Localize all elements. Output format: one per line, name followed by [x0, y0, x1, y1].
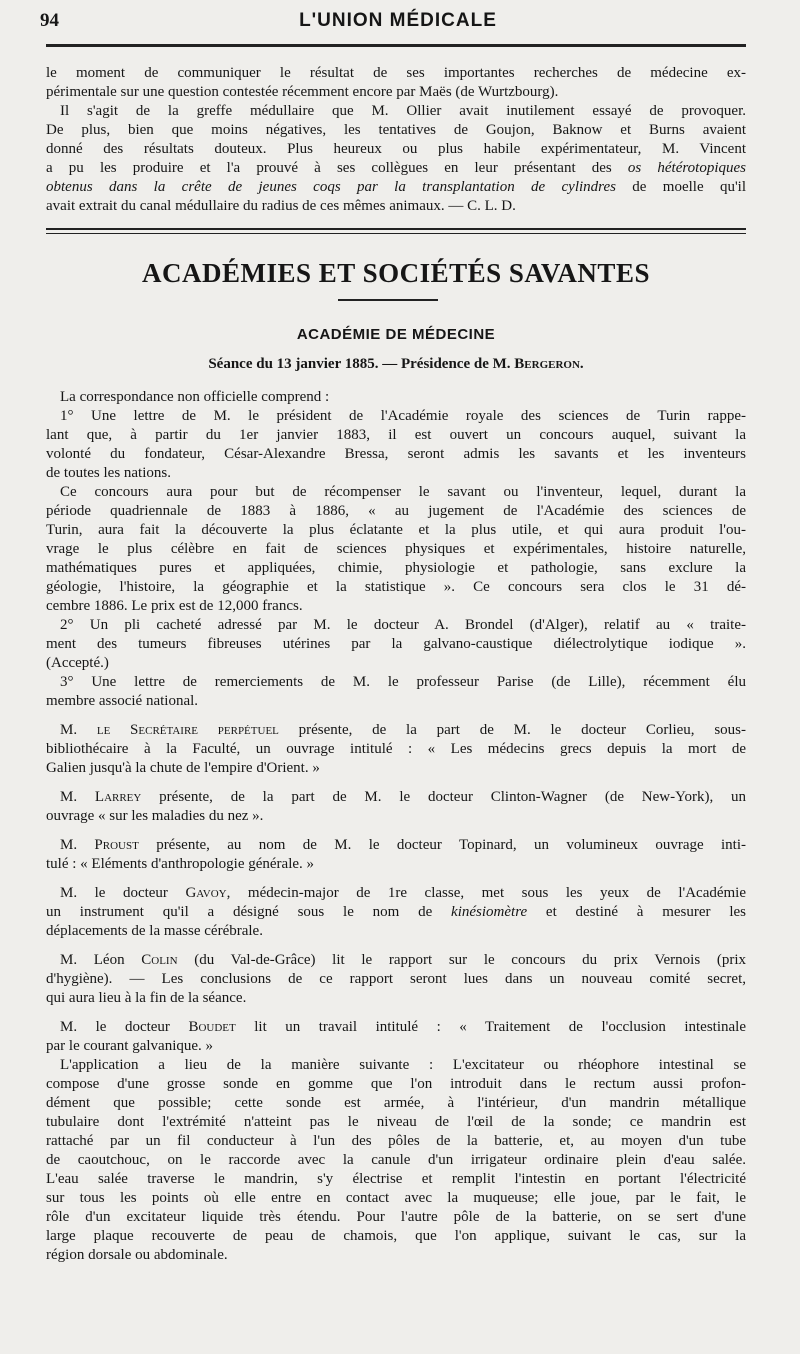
text-span: et destiné à mesurer les	[527, 904, 746, 920]
text-line: compose d'une grosse sonde en gomme que l'on introduit dans le rectum aussi profon-	[46, 1076, 746, 1092]
text-line: L'application a lieu de la manière suivante : L'excitateur ou rhéophore intestinal se	[60, 1057, 746, 1073]
text-line: mathématiques pures et appliquées, chimie, physiologie et pathologie, sans exclure la	[46, 560, 746, 576]
text-line: (Accepté.)	[46, 655, 109, 671]
text-span: a pu les produire et l'a prouvé à ses collègues en leur présentant des	[46, 160, 628, 176]
text-span: de moelle qu'il	[615, 179, 746, 195]
text-line: qui aura lieu à la fin de la séance.	[46, 990, 247, 1006]
text-line: de toutes les nations.	[46, 465, 171, 481]
text-line: bibliothécaire à la Faculté, un ouvrage intitulé : « Les médecins grecs depuis la mort de	[46, 741, 746, 757]
text-line: vrage le plus célèbre en fait de sciences physiques et expérimentales, histoire naturelle,	[46, 541, 746, 557]
text-line: Il s'agit de la greffe médullaire que M. Ollier avait inutilement essayé de provoquer.	[60, 103, 746, 119]
seance-end: .	[579, 356, 584, 372]
spacer	[46, 711, 746, 721]
text-line: géologie, l'histoire, la géographie et la statistique ». Ce concours sera clos le 31 dé-	[46, 579, 746, 595]
seance-text: Séance du 13 janvier 1885. — Présidence de M.	[208, 356, 515, 372]
text-line: membre associé national.	[46, 693, 199, 709]
session-body	[46, 388, 746, 1265]
text-line: Ce concours aura pour but de récompenser le savant ou l'inventeur, lequel, durant la	[60, 484, 746, 500]
text-span: M. le docteur	[60, 1019, 189, 1035]
text-line: Turin, aura fait la découverte la plus éclatante et la plus utile, et qui aura produit l'ou-	[46, 522, 746, 538]
speaker-name: M. Larrey	[60, 789, 142, 805]
journal-title: L'UNION MÉDICALE	[299, 10, 497, 31]
text-line: tulé : « Eléments d'anthropologie générale. »	[46, 856, 315, 872]
page-header	[40, 10, 756, 36]
title-underline	[338, 299, 438, 301]
text-line	[46, 159, 746, 178]
spacer	[46, 778, 746, 788]
text-span: , médecin-major de 1re classe, met sous les yeux de l'Académie	[226, 885, 746, 901]
text-line	[46, 836, 746, 855]
text-line: tubulaire dont l'extrémité n'atteint pas le niveau de l'œil de la sonde; ce mandrin est	[46, 1114, 746, 1130]
page-number: 94	[40, 10, 59, 31]
text-line	[46, 178, 746, 197]
text-line: 3° Une lettre de remerciements de M. le professeur Parise (de Lille), récemment élu	[60, 674, 746, 690]
speaker-name: M. le Secrétaire perpétuel	[60, 722, 279, 738]
text-line: de caoutchouc, on le raccorde avec la canule d'un irrigateur ordinaire plein d'eau salée.	[46, 1152, 746, 1168]
text-line: par le courant galvanique. »	[46, 1038, 214, 1054]
text-line: cembre 1886. Le prix est de 12,000 francs.	[46, 598, 303, 614]
text-line	[46, 788, 746, 807]
section-title: ACADÉMIES ET SOCIÉTÉS SAVANTES	[142, 258, 650, 288]
text-line: sur tous les points où elle entre en contact avec la muqueuse; elle joue, par le fait, le	[46, 1190, 746, 1206]
text-line	[46, 721, 746, 740]
italic-span: os hétérotopiques	[627, 160, 746, 176]
text-line: dément que possible; cette sonde est armée, à l'intérieur, d'un mandrin métallique	[46, 1095, 746, 1111]
text-span: (du Val-de-Grâce) lit le rapport sur le concours du prix Vernois (prix	[177, 952, 746, 968]
speaker-name: Boudet	[188, 1019, 236, 1035]
header-rule	[46, 44, 746, 47]
text-line	[46, 903, 746, 922]
speaker-name: M. Proust	[60, 837, 139, 853]
text-line: De plus, bien que moins négatives, les tentatives de Goujon, Baknow et Burns avaient	[46, 122, 746, 138]
section-rule-top	[46, 228, 746, 230]
text-line: L'eau salée traverse le mandrin, s'y électrise et remplit l'intestin en portant l'électricité	[46, 1171, 746, 1187]
text-line: période quadriennale de 1883 à 1886, « au jugement de l'Académie des sciences de	[46, 503, 746, 519]
text-line: ouvrage « sur les maladies du nez ».	[46, 808, 264, 824]
text-line: région dorsale ou abdominale.	[46, 1247, 228, 1263]
text-line: volonté du fondateur, César-Alexandre Bressa, seront admis les savants et les inventeurs	[46, 446, 746, 462]
spacer	[46, 941, 746, 951]
text-line: 1° Une lettre de M. le président de l'Académie royale des sciences de Turin rappe-	[60, 408, 746, 424]
text-span: présente, au nom de M. le docteur Topinard, un volumineux ouvrage inti-	[138, 837, 746, 853]
text-line: Galien jusqu'à la chute de l'empire d'Orient. »	[46, 760, 320, 776]
text-line: 2° Un pli cacheté adressé par M. le docteur A. Brondel (d'Alger), relatif au « traite-	[60, 617, 746, 633]
section-rule-bottom	[46, 233, 746, 234]
text-line	[46, 1018, 746, 1037]
president-name: Bergeron	[514, 356, 580, 372]
academy-subtitle: ACADÉMIE DE MÉDECINE	[296, 326, 496, 343]
text-line: rattaché par un fil conducteur à l'un des pôles de la batterie, et, au moyen d'un tube	[46, 1133, 746, 1149]
text-line: déplacements de la masse cérébrale.	[46, 923, 263, 939]
text-line	[46, 951, 746, 970]
text-span: présente, de la part de M. le docteur Corlieu, sous-	[278, 722, 746, 738]
text-line: donné des résultats douteux. Plus heureux ou plus habile expérimentateur, M. Vincent	[46, 141, 746, 157]
text-line: avait extrait du canal médullaire du radius de ces mêmes animaux. — C. L. D.	[46, 198, 516, 214]
spacer	[46, 826, 746, 836]
text-span: présente, de la part de M. le docteur Clinton-Wagner (de New-York), un	[141, 789, 746, 805]
text-span: M. Léon	[60, 952, 142, 968]
text-line: La correspondance non officielle comprend :	[60, 389, 330, 405]
spacer	[46, 1008, 746, 1018]
text-line: rôle d'un excitateur liquide très étendu. Pour l'autre pôle de la batterie, on se sert d'une	[46, 1209, 746, 1225]
text-line: lant que, à partir du 1er janvier 1883, il est ouvert un concours auquel, suivant la	[46, 427, 746, 443]
text-span: un instrument qu'il a désigné sous le nom de	[46, 904, 452, 920]
text-line: périmentale sur une question contestée récemment encore par Maës (de Wurtzbourg).	[46, 84, 559, 100]
speaker-name: Gavoy	[185, 885, 227, 901]
text-line: ment des tumeurs fibreuses utérines par la galvano-caustique diélectrolytique iodique ».	[46, 636, 746, 652]
text-line: large plaque recouverte de peau de chamois, que l'on applique, suivant le cas, sur la	[46, 1228, 746, 1244]
text-line: d'hygiène). — Les conclusions de ce rapport seront lues dans un nouveau comité secret,	[46, 971, 746, 987]
intro-article	[46, 64, 746, 216]
text-span: M. le docteur	[60, 885, 186, 901]
text-span: lit un travail intitulé : « Traitement de l'occlusion intestinale	[235, 1019, 746, 1035]
italic-span: obtenus dans la crête de jeunes coqs par la transplantation de cylindres	[46, 179, 616, 195]
speaker-name: Colin	[141, 952, 178, 968]
spacer	[46, 874, 746, 884]
text-line	[46, 884, 746, 903]
text-line: le moment de communiquer le résultat de ses importantes recherches de médecine ex-	[46, 65, 746, 81]
seance-heading	[46, 356, 746, 373]
italic-span: kinésiomètre	[451, 904, 528, 920]
